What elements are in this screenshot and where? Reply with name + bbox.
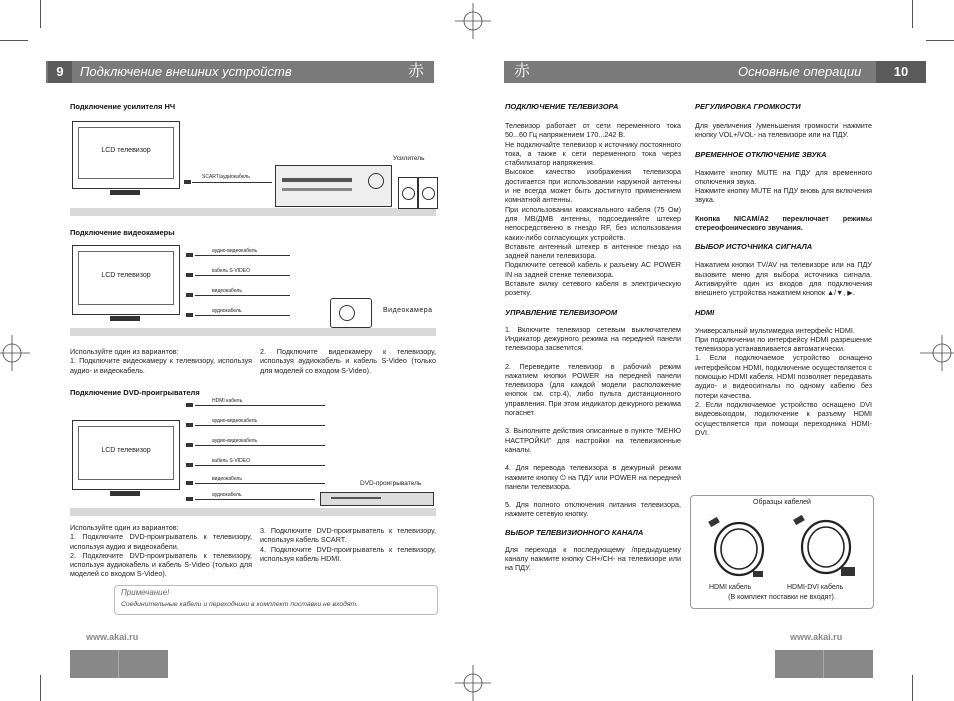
- text-line: При использовании коаксиального кабеля (75 Ом) для МВ/ДМВ антенны, подсоединяйте штекер непосредственно в гнездо RF, без использования каких-либо согласующих устройств.: [505, 204, 681, 242]
- camcorder-options-col1: [70, 347, 252, 375]
- tv-illustration: [72, 245, 180, 315]
- crop-mark: [912, 675, 913, 701]
- crop-mark: [926, 40, 954, 41]
- camcorder-options-col2: [260, 347, 436, 375]
- note-text: Соединительные кабели и переходники в комплект поставки не входят.: [121, 601, 358, 608]
- footer-block: [775, 650, 873, 678]
- tv-illustration: [72, 420, 180, 490]
- connector-plug: [184, 180, 191, 184]
- diagram-floor: [70, 208, 436, 216]
- text-line: Подключите сетевой кабель к разъему AC POWER IN на задней стенке телевизора.: [505, 260, 681, 279]
- text-line: Вставьте антенный штекер в антенное гнездо на задней панели телевизора.: [505, 241, 681, 261]
- hdmi-cable-label: HDMI кабель: [709, 584, 752, 591]
- registration-mark: [920, 335, 954, 371]
- page-number: 10: [876, 61, 926, 83]
- cable-samples-note: (В комплект поставки не входят).: [728, 594, 836, 601]
- connector-plug: [186, 313, 193, 317]
- hdmi-text: [695, 326, 872, 438]
- dvd-section-heading: Подключение DVD-проигрывателя: [70, 388, 200, 397]
- mute-heading: ВРЕМЕННОЕ ОТКЛЮЧЕНИЕ ЗВУКА: [695, 149, 827, 159]
- amplifier-label: Усилитель: [393, 155, 425, 162]
- page-title: Основные операции: [738, 64, 862, 79]
- volume-heading: РЕГУЛИРОВКА ГРОМКОСТИ: [695, 102, 801, 111]
- tv-label: LCD телевизор: [101, 271, 151, 279]
- dvd-options-col1: [70, 523, 252, 579]
- cable-samples-title: Образцы кабелей: [753, 499, 811, 506]
- footer-block: [70, 650, 168, 678]
- text-line: При подключении по интерфейсу HDMI разрешение телевизора устанавливается автоматически.: [695, 334, 872, 354]
- text-line: Нажатием кнопки TV/AV на телевизоре или на ПДУ вызовите меню для выбора источника сигнала. Активируйте один из входов для подключения внешнего устройства нажатием кнопок ▲/▼, ▶.: [695, 260, 872, 298]
- brand-glyph-icon: 赤: [513, 63, 530, 80]
- cable-samples-box: [690, 495, 874, 609]
- tv-stand: [110, 190, 140, 195]
- cable-label: кабель S-VIDEO: [212, 268, 250, 274]
- text-line: 3. Выполните действия описанные в пункте “МЕНЮ НАСТРОЙКИ” для настройки на телевизионные каналы.: [505, 426, 681, 454]
- cable-line: [195, 465, 325, 466]
- cable-line: [195, 425, 325, 426]
- dvd-player-illustration: [320, 492, 434, 506]
- text-line: Телевизор работает от сети переменного тока 50...60 Гц напряжением 170...242 В.: [505, 121, 681, 140]
- connector-plug: [186, 293, 193, 297]
- right-col2: [695, 102, 872, 437]
- amplifier-illustration: [275, 165, 392, 207]
- hdmi-dvi-cable-label: HDMI-DVI кабель: [787, 584, 844, 591]
- text-line: 1. Подключите DVD-проигрыватель к телевизору, используя аудио и видеокабели.: [70, 532, 252, 551]
- text-line: 2. Подключите видеокамеру к телевизору, используя аудиокабель и кабель S-Video (только для моделей со входом S-Video).: [260, 347, 436, 375]
- text-line: Вставьте вилку сетевого кабеля в электрическую розетку.: [505, 279, 681, 298]
- source-heading: ВЫБОР ИСТОЧНИКА СИГНАЛА: [695, 242, 813, 252]
- page-title: Подключение внешних устройств: [80, 64, 292, 79]
- cable-label: HDMI кабель: [212, 398, 243, 404]
- text-line: 1. Если подключаемое устройство оснащено интерфейсом HDMI, подключение осуществляется с помощью HDMI кабеля. HDMI позволяет передавать аудио- и видеосигналы по одному кабелю без потери качества.: [695, 353, 872, 400]
- amp-section-heading: Подключение усилителя НЧ: [70, 102, 176, 111]
- text-line: 4. Для перевода телевизора в дежурный режим нажмите кнопку ⏻ на ПДУ или POWER на передней панели телевизора.: [505, 463, 681, 491]
- text-line: 3. Подключите DVD-проигрыватель к телевизору, используя кабель SCART.: [260, 526, 436, 545]
- diagram-floor: [70, 328, 436, 336]
- mute-text: [695, 168, 872, 205]
- tv-illustration: [72, 121, 180, 189]
- text-line: 2. Переведите телевизор в рабочий режим нажатием кнопки POWER на передней панели телевизора (для каждой модели расположение кнопок см. стр.4), либо пульта дистанционного управления. При этом индикатор дежурного режима погаснет.: [505, 361, 681, 418]
- cable-label: SCART/аудиокабель: [202, 174, 250, 180]
- cable-line: [195, 255, 290, 256]
- footer-url: www.akai.ru: [790, 632, 843, 642]
- hdmi-dvi-cable-icon: [786, 511, 866, 581]
- camcorder-section-heading: Подключение видеокамеры: [70, 228, 175, 237]
- hdmi-heading: HDMI: [695, 307, 715, 317]
- text-line: Для перехода к последующему /предыдущему каналу нажмите кнопку CH+/CH- на телевизоре или на ПДУ.: [505, 544, 681, 573]
- registration-mark: [0, 335, 30, 371]
- tv-connect-heading: ПОДКЛЮЧЕНИЕ ТЕЛЕВИЗОРА: [505, 102, 619, 111]
- camcorder-label: Видеокамера: [383, 307, 433, 314]
- channel-select-heading: ВЫБОР ТЕЛЕВИЗИОННОГО КАНАЛА: [505, 527, 644, 537]
- diagram-floor: [70, 508, 436, 516]
- connector-plug: [186, 273, 193, 277]
- text-line: Используйте один из вариантов:: [70, 347, 179, 356]
- connector-plug: [186, 497, 193, 501]
- registration-mark: [455, 3, 491, 39]
- dvd-options-col2: [260, 526, 436, 563]
- text-line: Для увеличения /уменьшения громкости нажмите кнопку VOL+/VOL- на телевизоре или на ПДУ.: [695, 121, 872, 140]
- text-line: Универсальный мультимедиа интерфейс HDMI.: [695, 325, 855, 335]
- connector-plug: [186, 423, 193, 427]
- text-line: 2. Если подключаемое устройство оснащено DVI видеовыходом, подключение к разъему HDMI осуществляется при помощи переходника HDMI-DVI.: [695, 399, 872, 437]
- text-line: 4. Подключите DVD-проигрыватель к телевизору, используя кабель HDMI.: [260, 544, 436, 563]
- text-line: Используйте один из вариантов:: [70, 523, 179, 532]
- cable-label: аудиокабель: [212, 492, 242, 498]
- speaker-illustration: [418, 177, 438, 209]
- footer-url: www.akai.ru: [86, 632, 139, 642]
- text-line: Не подключайте телевизор к источнику постоянного тока, а также к сети переменного тока через стабилизатор напряжения.: [505, 139, 681, 168]
- left-page-header: [46, 61, 434, 83]
- cable-line: [195, 483, 325, 484]
- channel-select-text: [505, 545, 681, 573]
- crop-mark: [912, 0, 913, 28]
- text-line: 1. Подключите видеокамеру к телевизору, используя аудио- и видеокабель.: [70, 356, 252, 375]
- cable-label: кабель S-VIDEO: [212, 458, 250, 464]
- brand-glyph-icon: 赤: [407, 63, 424, 80]
- connector-plug: [186, 253, 193, 257]
- right-page-header: [504, 61, 926, 83]
- connector-plug: [186, 481, 193, 485]
- note-box: [114, 585, 438, 615]
- cable-line: [192, 182, 272, 183]
- cable-label: аудио-видеокабель: [212, 248, 258, 254]
- text-line: Нажмите кнопку MUTE на ПДУ для временного отключения звука.: [695, 167, 872, 186]
- text-line: 1. Включите телевизор сетевым выключателем Индикатор дежурного режима на передней панели телевизора засветится.: [505, 324, 681, 353]
- tv-label: LCD телевизор: [101, 147, 151, 154]
- nicam-text: Кнопка NICAM/A2 переключает режимы стереофонического звучания.: [695, 213, 872, 233]
- tv-label: LCD телевизор: [101, 446, 151, 454]
- tv-connect-text: [505, 121, 681, 298]
- text-line: Высокое качество изображения телевизора достигается при использовании наружной антенны и не всегда может быть достигнуто применением комнатной антенны.: [505, 167, 681, 205]
- cable-label: видеокабель: [212, 476, 242, 482]
- connector-plug: [186, 443, 193, 447]
- dvd-player-label: DVD-проигрыватель: [360, 480, 422, 487]
- source-text: [695, 260, 872, 297]
- cable-line: [195, 405, 325, 406]
- registration-mark: [455, 665, 491, 701]
- text-line: 2. Подключите DVD-проигрыватель к телевизору, используя аудиокабель и кабель S-Video (только для моделей со входом S-Video).: [70, 550, 252, 579]
- text-line: 5. Для полного отключения питания телевизора, нажмите сетевую кнопку.: [505, 500, 681, 519]
- cable-line: [195, 275, 290, 276]
- right-col1: [505, 102, 681, 573]
- tv-control-heading: УПРАВЛЕНИЕ ТЕЛЕВИЗОРОМ: [505, 307, 618, 317]
- crop-mark: [0, 40, 28, 41]
- connector-plug: [186, 403, 193, 407]
- connector-plug: [186, 463, 193, 467]
- volume-text: [695, 121, 872, 140]
- cable-line: [195, 315, 290, 316]
- cable-label: аудио-видеокабель: [212, 418, 258, 424]
- tv-stand: [110, 491, 140, 496]
- crop-mark: [40, 0, 41, 28]
- text-line: Нажмите кнопку MUTE на ПДУ вновь для включения звука.: [695, 186, 872, 205]
- cable-line: [195, 499, 315, 500]
- cable-label: видеокабель: [212, 288, 242, 294]
- cable-line: [195, 445, 325, 446]
- crop-mark: [40, 675, 41, 701]
- page-number: 9: [48, 61, 72, 83]
- speaker-illustration: [398, 177, 418, 209]
- cable-line: [195, 295, 290, 296]
- camcorder-illustration: [330, 298, 372, 328]
- hdmi-cable-icon: [699, 511, 779, 581]
- note-title: Примечание!: [121, 588, 170, 597]
- tv-stand: [110, 316, 140, 321]
- cable-label: аудио-видеокабель: [212, 438, 258, 444]
- tv-control-text: [505, 325, 681, 519]
- cable-label: аудиокабель: [212, 308, 242, 314]
